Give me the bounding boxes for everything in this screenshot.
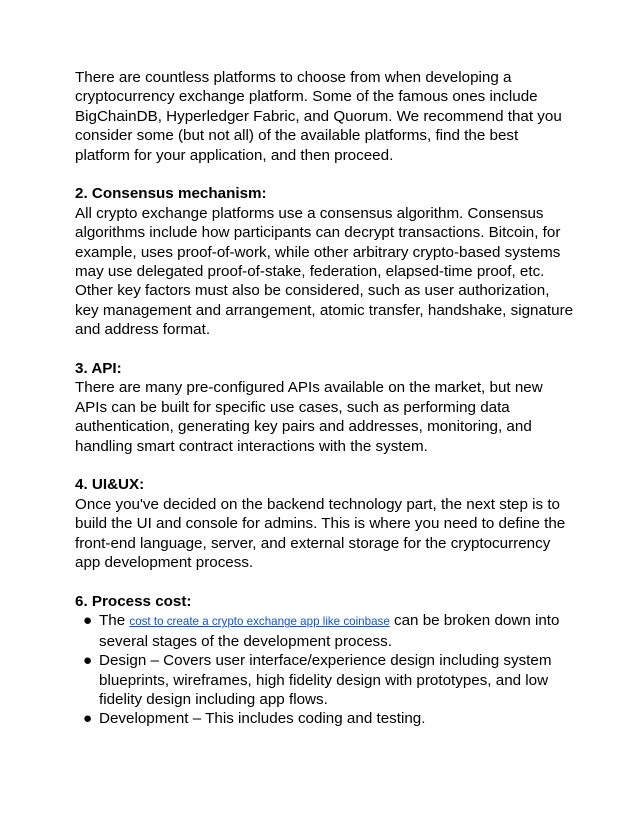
list-item-text-prefix: The [99, 612, 130, 630]
list-item [75, 611, 575, 651]
bullet-icon: ● [83, 710, 93, 728]
section-heading-process-cost: 6. Process cost: [75, 592, 192, 610]
section-body-consensus: All crypto exchange platforms use a consensus algorithm. Consensus algorithms include how participants can decrypt transactions. Bitcoin, for example, uses proof-of-work, while other arbitrary crypto-based systems may use delegated proof-of-stake, federation, elapsed-time proof, etc. Other key factors must also be considered, such as user authorization, key management and arrangement, atomic transfer, handshake, signature and address format. [75, 204, 574, 339]
process-cost-list [75, 611, 575, 728]
bullet-icon: ● [83, 652, 93, 670]
list-item-text-suffix: can be broken down into several stages of the development process. [99, 612, 560, 650]
spacer [75, 456, 575, 475]
section-body-uiux: Once you've decided on the backend technology part, the next step is to build the UI and console for admins. This is where you need to define the front-end language, server, and external storage for the cryptocurrency app development process. [75, 495, 566, 572]
section-heading-api: 3. API: [75, 360, 122, 378]
list-item-text: Design – Covers user interface/experience design including system blueprints, wireframes, high fidelity design with prototypes, and low fidelity design including app flows. [99, 652, 552, 708]
section-heading-consensus: 2. Consensus mechanism: [75, 185, 267, 203]
document-page [75, 68, 575, 729]
section-body-api: There are many pre-configured APIs available on the market, but new APIs can be built for specific use cases, such as performing data authentication, generating key pairs and addresses, monitoring, and handling smart contract interactions with the system. [75, 379, 543, 455]
list-item-text: Development – This includes coding and testing. [99, 710, 426, 728]
list-item [75, 651, 575, 709]
list-item [75, 709, 575, 728]
spacer [75, 340, 575, 359]
bullet-icon: ● [83, 612, 93, 630]
intro-paragraph: There are countless platforms to choose from when developing a cryptocurrency exchange platform. Some of the famous ones include BigChainDB, Hyperledger Fabric, and Quorum. We recommend that you consider some (but not all) of the available platforms, find the best platform for your application, and then proceed. [75, 69, 562, 164]
spacer [75, 573, 575, 592]
spacer [75, 165, 575, 184]
section-heading-uiux: 4. UI&UX: [75, 476, 145, 494]
cost-link[interactable]: cost to create a crypto exchange app like coinbase [129, 615, 390, 629]
